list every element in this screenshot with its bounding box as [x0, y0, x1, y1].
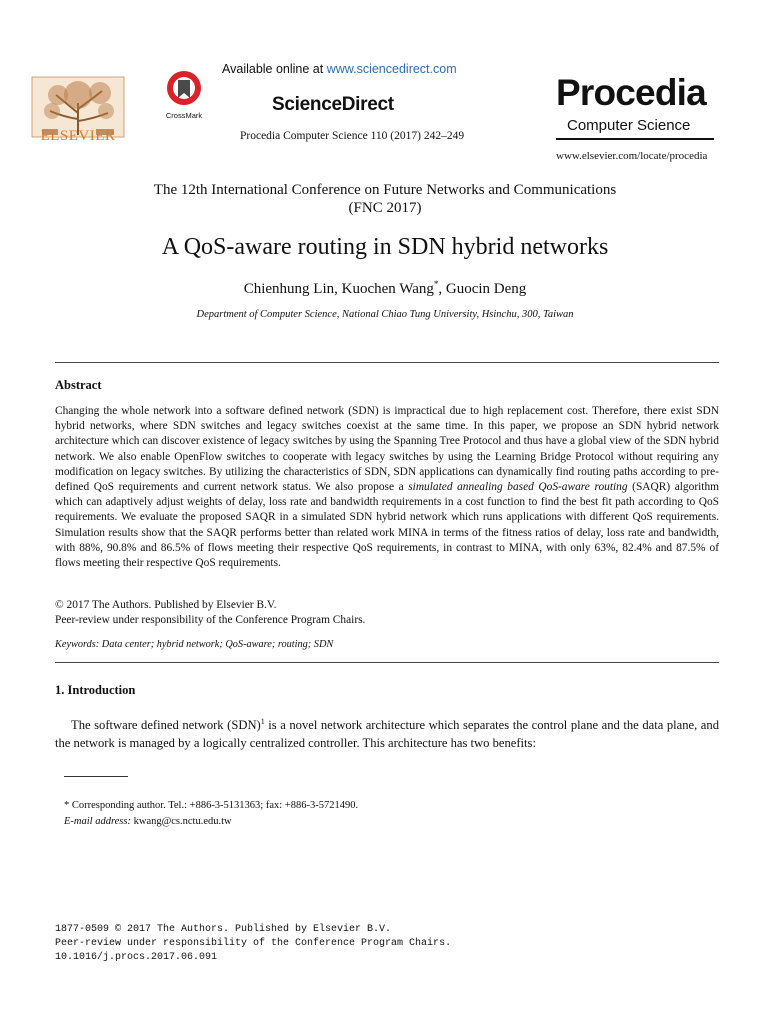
procedia-subtitle: Computer Science	[567, 117, 691, 134]
corresponding-author-note: * Corresponding author. Tel.: +886-3-5131363; fax: +886-3-5721490.	[64, 800, 359, 811]
available-online	[222, 62, 457, 76]
divider-bottom	[55, 662, 719, 663]
conference-name	[0, 181, 770, 217]
sciencedirect-link[interactable]: www.sciencedirect.com	[326, 62, 457, 76]
intro-text-2: is a novel network architecture which separates the control plane and the data plane, and the network is managed by a logically centralized controller. This architecture has two benefits:	[55, 718, 719, 751]
intro-text-1: The software defined network (SDN)	[71, 718, 261, 733]
footnote-divider	[64, 776, 128, 777]
reference-mark[interactable]: 1	[260, 717, 265, 726]
abstract-body	[55, 404, 719, 571]
footnote	[64, 798, 358, 829]
email-line	[64, 814, 358, 830]
issn-line: 1877-0509 © 2017 The Authors. Published by Elsevier B.V.	[55, 924, 392, 935]
keywords: Keywords: Data center; hybrid network; QoS-aware; routing; SDN	[55, 639, 334, 650]
journal-website-link[interactable]: www.elsevier.com/locate/procedia	[556, 150, 708, 162]
affiliation: Department of Computer Science, National Chiao Tung University, Hsinchu, 300, Taiwan	[196, 309, 574, 320]
journal-citation: Procedia Computer Science 110 (2017) 242–249	[240, 130, 465, 142]
introduction-paragraph	[55, 713, 719, 752]
divider-top	[55, 362, 719, 363]
elsevier-wordmark: ELSEVIER	[40, 128, 116, 144]
email-address[interactable]: kwang@cs.nctu.edu.tw	[130, 815, 232, 827]
crossmark-icon[interactable]	[161, 68, 207, 122]
available-prefix: Available online at	[222, 62, 327, 76]
paper-title: A QoS-aware routing in SDN hybrid networks	[161, 234, 609, 260]
procedia-logo: Procedia	[556, 72, 706, 113]
paper-authors	[0, 279, 770, 298]
authors-part-2: , Guocin Deng	[438, 281, 527, 297]
conference-line-2: (FNC 2017)	[348, 200, 422, 216]
peer-review-line: Peer-review under responsibility of the Conference Program Chairs.	[55, 938, 452, 950]
crossmark-label: CrossMark	[165, 111, 203, 120]
copyright-line-2: Peer-review under responsibility of the Conference Program Chairs.	[55, 614, 366, 627]
email-label: E-mail address:	[64, 815, 131, 827]
authors-part-1: Chienhung Lin, Kuochen Wang	[243, 281, 434, 297]
sciencedirect-logo: ScienceDirect	[272, 94, 394, 115]
conference-line-1: The 12th International Conference on Future Networks and Communications	[153, 182, 617, 198]
abstract-text-1: Changing the whole network into a software defined network (SDN) is impractical due to high replacement cost. Therefore, there exist SDN hybrid networks, where SDN switches and legacy switches coexist at the same time. In this paper, we propose an SDN hybrid network architecture which can discover existence of legacy switches by using the Spanning Tree Protocol and thus have a global view of the SDN hybrid network. We also enable OpenFlow switches to cooperate with legacy switches by using the Learning Bridge Protocol without requiring any modification on legacy switches. By utilizing the characteristics of SDN, SDN applications can dynamically find routing paths according to pre-defined QoS requirements and current network status. We also propose a	[55, 405, 719, 494]
abstract-italic-term: simulated annealing based QoS-aware routing	[408, 481, 628, 494]
abstract-text-2: (SAQR) algorithm which can adaptively adjust weights of delay, loss rate and bandwidth requirements in a cost function to find the best fit path according to QoS requirements. We evaluate the proposed SAQR in a simulated SDN hybrid network which runs applications with different QoS requirements. Simulation results show that the SAQR performs better than related work MINA in terms of the fitness ratios of delay, loss rate and bandwidth, with 88%, 90.8% and 86.5% of flows meeting their respective QoS requirements, in contrast to MINA, with only 63%, 82.4% and 87.5% of flows meeting their respective QoS requirements.	[55, 481, 719, 570]
doi-line[interactable]: 10.1016/j.procs.2017.06.091	[55, 952, 218, 964]
procedia-divider	[556, 138, 714, 140]
copyright-line-1: © 2017 The Authors. Published by Elsevier B.V.	[55, 599, 277, 611]
copyright-block	[55, 598, 719, 628]
section-heading-introduction: 1. Introduction	[55, 683, 136, 697]
corresponding-mark[interactable]: *	[433, 279, 439, 289]
abstract-heading: Abstract	[55, 378, 102, 392]
issn-doi-block	[55, 923, 451, 966]
